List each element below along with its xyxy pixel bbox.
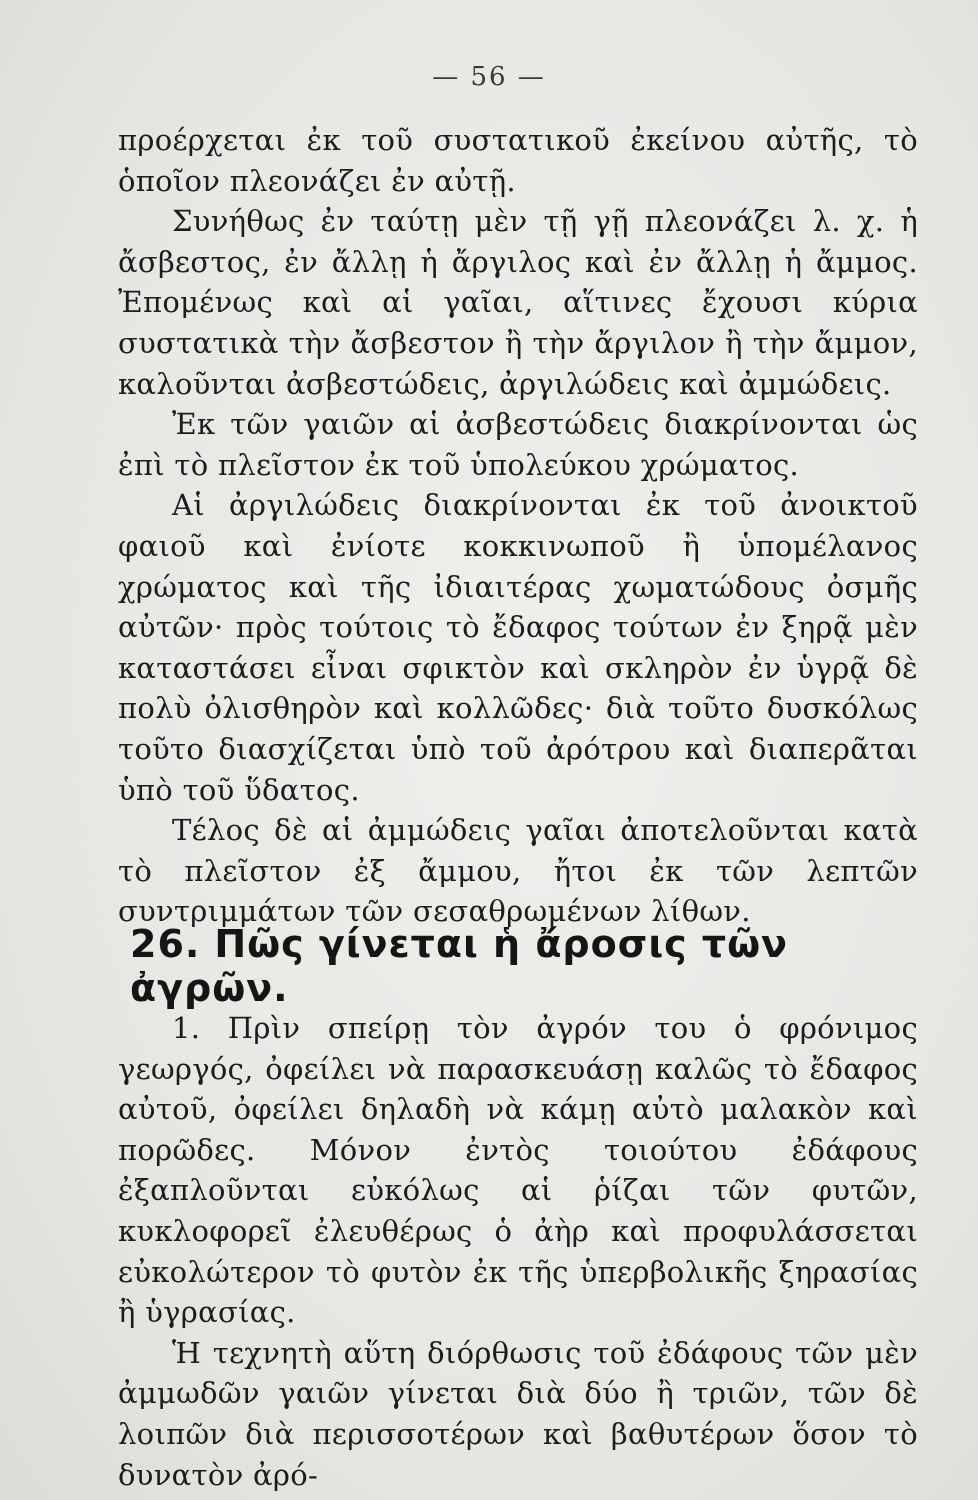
paragraph: Αἱ ἀργιλώδεις διακρίνονται ἐκ τοῦ ἀνοικτοῦ φαιοῦ καὶ ἐνίοτε κοκκινωποῦ ἢ ὑπομέλανος χρώματος καὶ τῆς ἰδιαιτέρας χωματώδους ὀσμῆς αὐτῶν· πρὸς τούτοις τὸ ἔδαφος τούτων ἐν ξηρᾷ μὲν καταστάσει εἶναι σφικτὸν καὶ σκληρὸν ἐν ὑγρᾷ δὲ πολὺ ὀλισθηρὸν καὶ κολλῶδες· διὰ τοῦτο δυσκόλως τοῦτο διασχίζεται ὑπὸ τοῦ ἀρότρου καὶ διαπερᾶται ὑπὸ τοῦ ὕδατος. — [118, 488, 918, 807]
section-top-text — [118, 120, 918, 932]
section-body-text — [118, 1008, 918, 1495]
section-heading — [130, 922, 910, 1010]
paragraph: 1. Πρὶν σπείρῃ τὸν ἀγρόν του ὁ φρόνιμος γεωργός, ὀφείλει νὰ παρασκευάσῃ καλῶς τὸ ἔδαφος αὐτοῦ, ὀφείλει δηλαδὴ νὰ κάμῃ αὐτὸ μαλακὸν καὶ πορῶδες. Μόνον ἐντὸς τοιούτου ἐδάφους ἐξαπλοῦνται εὐκόλως αἱ ῥίζαι τῶν φυτῶν, κυκλοφορεῖ ἐλευθέρως ὁ ἀὴρ καὶ προφυλάσσεται εὐκολώτερον τὸ φυτὸν ἐκ τῆς ὑπερβολικῆς ξηρασίας ἢ ὑγρασίας. — [118, 1011, 918, 1330]
page-number: — 56 — — [432, 62, 546, 92]
paragraph: Ἡ τεχνητὴ αὕτη διόρθωσις τοῦ ἐδάφους τῶν μὲν ἀμμωδῶν γαιῶν γίνεται διὰ δύο ἢ τριῶν, τῶν δὲ λοιπῶν διὰ περισσοτέρων καὶ βαθυτέρων ὅσον τὸ δυνατὸν ἀρό- — [118, 1335, 918, 1492]
section-title: Πῶς γίνεται ἡ ἄροσις τῶν ἀγρῶν. — [130, 922, 789, 1010]
paragraph: Συνήθως ἐν ταύτῃ μὲν τῇ γῇ πλεονάζει λ. χ. ἡ ἄσβεστος, ἐν ἄλλῃ ἡ ἄργιλος καὶ ἐν ἄλλῃ ἡ ἄμμος. Ἐπομένως καὶ αἱ γαῖαι, αἵτινες ἔχουσι κύρια συστατικὰ τὴν ἄσβεστον ἢ τὴν ἄργιλον ἢ τὴν ἄμμον, καλοῦνται ἀσβεστώδεις, ἀργιλώδεις καὶ ἀμμώδεις. — [118, 204, 918, 401]
section-number: 26. — [130, 922, 201, 966]
paragraph: προέρχεται ἐκ τοῦ συστατικοῦ ἐκείνου αὐτῆς, τὸ ὁποῖον πλεονάζει ἐν αὐτῇ. — [118, 123, 918, 198]
paragraph: Τέλος δὲ αἱ ἀμμώδεις γαῖαι ἀποτελοῦνται κατὰ τὸ πλεῖστον ἐξ ἄμμου, ἤτοι ἐκ τῶν λεπτῶν συντριμμάτων τῶν σεσαθρωμένων λίθων. — [118, 813, 918, 929]
paragraph: Ἐκ τῶν γαιῶν αἱ ἀσβεστώδεις διακρίνονται ὡς ἐπὶ τὸ πλεῖστον ἐκ τοῦ ὑπολεύκου χρώματος. — [118, 407, 918, 482]
